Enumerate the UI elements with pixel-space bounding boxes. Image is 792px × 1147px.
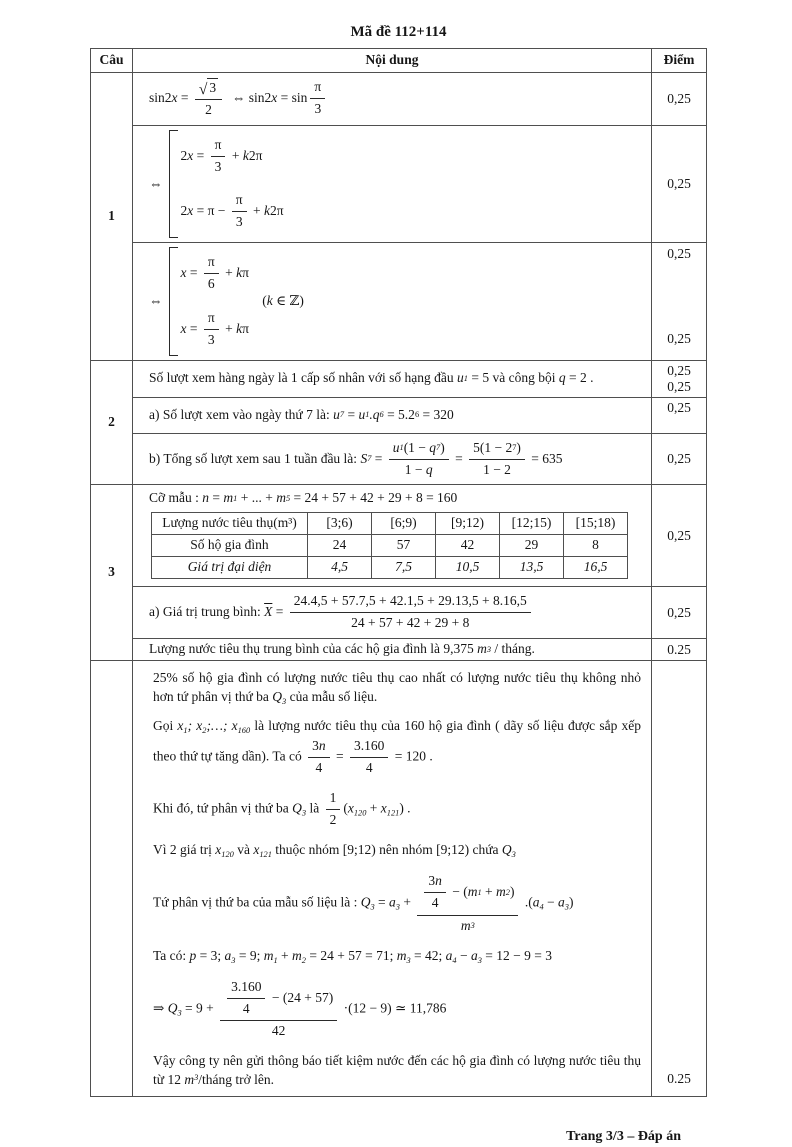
answer-subrow (133, 242, 706, 360)
answer-subrow (133, 397, 706, 433)
q3-conclusion: Lượng nước tiêu thụ trung bình của các hộ gia đình là 9,375 m 3 / tháng. (149, 641, 535, 657)
page-footer: Trang 3/3 – Đáp án (566, 1129, 681, 1145)
freq-header-cell: [12;15) (500, 513, 564, 535)
q4-solution-block (133, 661, 651, 1096)
score-cell (651, 434, 706, 485)
freq-midpoint-row (152, 557, 628, 579)
freq-count-row (152, 535, 628, 557)
formula-q1-step1: sin2 x = √ 3 2 ⇔ sin2 x = sin $\frac{\pi}{3}$ (133, 73, 651, 125)
q3-sample-block (133, 485, 651, 586)
score-cell (651, 639, 706, 660)
table-header-row (91, 49, 706, 73)
answer-table (90, 48, 707, 1097)
formula-q3-sample-size: Cỡ mẫu : n = m 1 + ... + m 5 = 24 + 57 + 42 + 29 + 8 = 160 (149, 490, 458, 506)
score-cell (651, 243, 706, 360)
paragraph: Gọi $x_1$; $x_2;\dots$; $x_{160}$ là lượng nước tiêu thụ của 160 hộ gia đình ( dãy số liệu được sắp xếp theo thứ tự tăng dần). Ta có 3 n 4 = $\frac{3.160}{4}$ = 120 . (153, 717, 645, 775)
exam-code-title: Mã đề 112+114 (350, 24, 447, 40)
freq-data-cell: 8 (564, 535, 628, 557)
header-cell-cau: Câu (99, 52, 124, 67)
score-value: 0,25 (667, 604, 691, 620)
question-4-body (132, 661, 706, 1096)
answer-subrow (133, 361, 706, 397)
paragraph: Vì 2 giá trị $x_{120}$ và $x_{121}$ thuộc nhóm [9;12) nên nhóm [9;12) chứa $Q_3$ (153, 842, 516, 860)
freq-data-cell: 24 (308, 535, 372, 557)
freq-data-cell: 57 (372, 535, 436, 557)
score-cell (651, 661, 706, 1096)
score-cell (651, 398, 706, 433)
score-value: 0,25 (667, 90, 691, 106)
question-3-number: 3 (108, 564, 115, 580)
freq-data-cell: 13,5 (500, 557, 564, 579)
formula-q2-part-a: a) Số lượt xem vào ngày thứ 7 là: u 7 = u 1 .q 6 = 5.2 6 = 320 (149, 406, 454, 422)
question-2-row (91, 360, 706, 485)
score-cell (651, 126, 706, 243)
question-1-number: 1 (108, 207, 115, 223)
freq-header-row (152, 513, 628, 535)
answer-subrow (133, 125, 706, 243)
score-value: 0,25 (667, 246, 691, 262)
freq-header-cell: [3;6) (308, 513, 372, 535)
score-cell (651, 73, 706, 125)
question-1-body (132, 73, 706, 360)
answer-subrow (133, 433, 706, 485)
answer-subrow (133, 73, 706, 125)
freq-row-label: Giá trị đại diện (152, 557, 308, 579)
score-cell (651, 361, 706, 397)
freq-data-cell: 42 (436, 535, 500, 557)
question-2-body (132, 361, 706, 485)
score-cell (651, 587, 706, 638)
freq-header-cell: Lượng nước tiêu thụ(m³) (152, 513, 308, 535)
header-cell-noidung: Nội dung (132, 49, 651, 72)
score-value: 0.25 (667, 1071, 691, 1087)
answer-subrow (133, 638, 706, 660)
paragraph: 25% số hộ gia đình có lượng nước tiêu thụ cao nhất có lượng nước tiêu thụ không nhỏ hơn tứ phân vị thứ ba $Q_3$ của mẫu số liệu. (153, 669, 645, 706)
header-cell-diem: Điểm (651, 49, 706, 72)
score-value: 0,25 (667, 451, 691, 467)
answer-subrow (133, 661, 706, 1096)
freq-data-cell: 10,5 (436, 557, 500, 579)
score-value: 0,25 (667, 175, 691, 191)
score-value: 0.25 (667, 641, 691, 657)
formula-q3-mean: a) Giá trị trung bình: $\overline{X}$ = $\frac{24.4,5 + 57.7,5 + 42.1,5 + 29.13,5 + 8.16,5}{24 + 57 + 42 + 29 + 8}$ (133, 587, 651, 638)
answer-subrow (133, 485, 706, 586)
score-value: 0,25 (667, 330, 691, 346)
freq-row-label: Số hộ gia đình (152, 535, 308, 557)
paragraph: Vậy công ty nên gửi thông báo tiết kiệm nước đến các hộ gia đình có lượng nước tiêu thụ từ 12 $m^3$/tháng trở lên. (153, 1053, 645, 1088)
freq-data-cell: 29 (500, 535, 564, 557)
score-value: 0,25 (667, 399, 691, 415)
paragraph: Ta có: p = 3; $a_3 = 9$; $m_1 + m_2 = 24 + 57 = 71$; $m_3 = 42$; $a_4 - a_3 = 12 - 9 = 3$ (153, 947, 552, 965)
question-1-row (91, 73, 706, 360)
paragraph: ⇒ $Q_3 = 9$ + $\frac{3.160}{4}$ − (24 + 57) 42 ·(12 − 9) ≃ 11,786 (153, 978, 447, 1039)
score-value: 0,25 (667, 362, 691, 378)
frequency-table (151, 512, 628, 579)
question-4-number (91, 661, 132, 1096)
freq-data-cell: 16,5 (564, 557, 628, 579)
freq-data-cell: 7,5 (372, 557, 436, 579)
freq-header-cell: [15;18) (564, 513, 628, 535)
question-3-row (91, 484, 706, 660)
freq-header-cell: [9;12) (436, 513, 500, 535)
answer-subrow (133, 586, 706, 638)
formula-q1-step2: ⇔ 2 x = $\frac{\pi}{3}$ + k 2π 2 x = π − $\frac{\pi}{3}$ + k 2π (133, 126, 651, 243)
score-cell (651, 485, 706, 586)
freq-header-cell: [6;9) (372, 513, 436, 535)
question-2-number: 2 (108, 414, 115, 430)
freq-data-cell: 4,5 (308, 557, 372, 579)
paragraph: Tứ phân vị thứ ba của mẫu số liệu là : $Q_3 = a_3$ + 3 n 4 − ( m 1 + m 2 ) m 3 $.(a_4 - a_3)$ (153, 873, 574, 933)
score-value: 0,25 (667, 527, 691, 543)
formula-q2-intro: Số lượt xem hàng ngày là 1 cấp số nhân với số hạng đầu u 1 = 5 và công bội q = 2 . (149, 370, 594, 386)
question-3-body (132, 485, 706, 660)
paragraph: Khi đó, tứ phân vị thứ ba $Q_3$ là $\frac{1}{2}$ $(x_{120} + x_{121})$ . (153, 790, 411, 828)
score-value: 0,25 (667, 378, 691, 394)
formula-q2-part-b: b) Tổng số lượt xem sau 1 tuần đầu là: S 7 = u 1 (1 − q 7 ) 1 − q = 5(1 − 2 7 ) 1 − 2 = 635 (149, 439, 563, 477)
formula-q1-step3: ⇔ x = $\frac{\pi}{6}$ + k π x = $\frac{\pi}{3}$ + k π ( k ∈ ℤ) (133, 243, 651, 360)
question-4-row (91, 660, 706, 1096)
